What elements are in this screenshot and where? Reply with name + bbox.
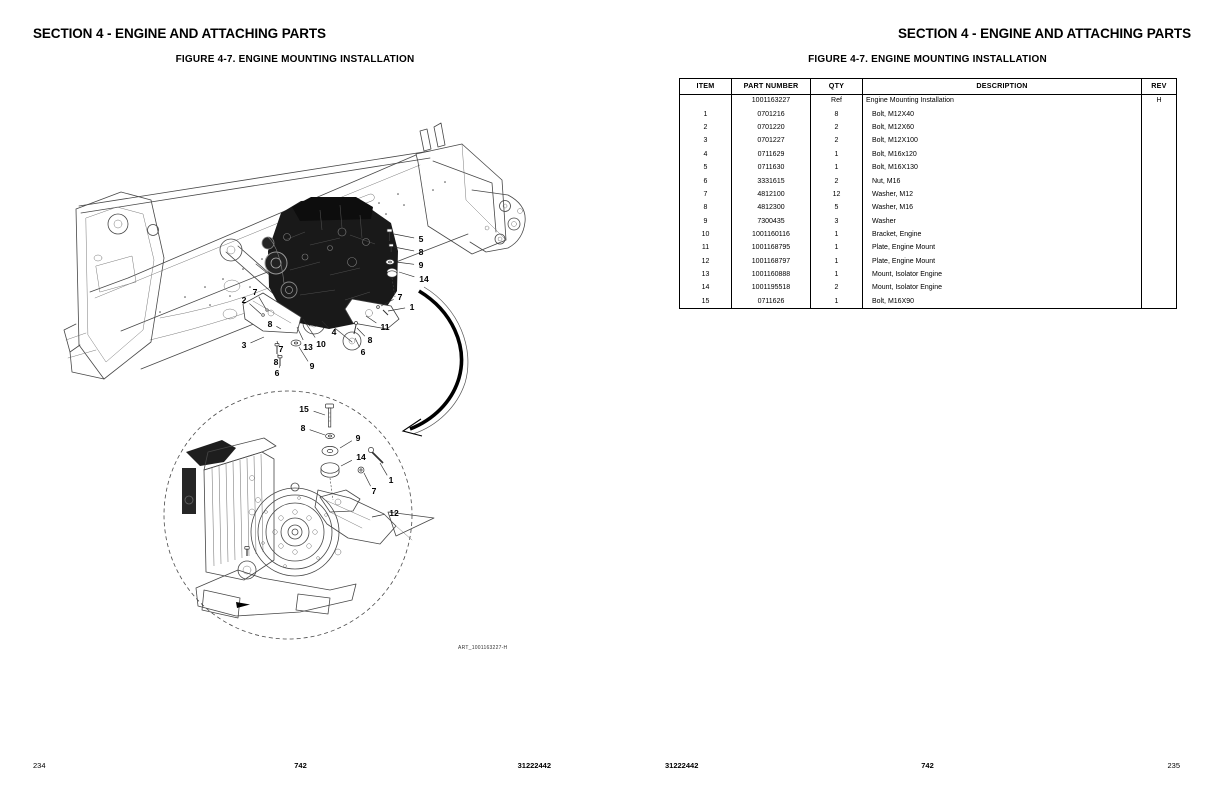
callout-number: 1 <box>388 475 394 486</box>
table-row <box>680 121 1177 134</box>
column-header: PART NUMBER <box>732 79 811 95</box>
callout-number: 14 <box>419 274 429 285</box>
cell-rev <box>1142 148 1177 161</box>
cell-qty: 5 <box>811 202 863 215</box>
callout-number: 4 <box>331 327 337 338</box>
cell-item: 9 <box>680 215 732 228</box>
table-row <box>680 162 1177 175</box>
cell-desc: Bolt, M16x120 <box>863 148 1142 161</box>
table-header-row <box>680 79 1177 95</box>
callout-number: 3 <box>241 340 247 351</box>
cell-qty: 1 <box>811 255 863 268</box>
column-header: REV <box>1142 79 1177 95</box>
table-row <box>680 108 1177 121</box>
cell-desc: Engine Mounting Installation <box>863 94 1142 108</box>
table-row <box>680 268 1177 281</box>
cell-item: 11 <box>680 242 732 255</box>
cell-part: 0711630 <box>732 162 811 175</box>
cell-desc: Bolt, M12X100 <box>863 135 1142 148</box>
callout-number: 7 <box>278 344 284 355</box>
cell-rev <box>1142 242 1177 255</box>
footer-left-right: 31222442 <box>665 761 699 770</box>
cell-rev <box>1142 121 1177 134</box>
callout-number: 12 <box>389 508 399 519</box>
table-row <box>680 228 1177 241</box>
callout-number: 9 <box>418 260 424 271</box>
cell-desc: Bolt, M12X40 <box>863 108 1142 121</box>
callout-number: 5 <box>418 234 424 245</box>
cell-rev <box>1142 215 1177 228</box>
cell-rev <box>1142 268 1177 281</box>
table-row <box>680 295 1177 309</box>
table-row <box>680 135 1177 148</box>
cell-part: 1001168795 <box>732 242 811 255</box>
cell-desc: Mount, Isolator Engine <box>863 282 1142 295</box>
callout-number: 7 <box>397 292 403 303</box>
callout-number: 8 <box>267 319 273 330</box>
cell-item: 13 <box>680 268 732 281</box>
cell-qty: 2 <box>811 121 863 134</box>
cell-part: 4812100 <box>732 188 811 201</box>
cell-item: 15 <box>680 295 732 309</box>
callout-leader <box>396 262 414 264</box>
callout-leader <box>340 441 352 448</box>
cell-qty: 1 <box>811 295 863 309</box>
cell-item <box>680 94 732 108</box>
cell-part: 1001160116 <box>732 228 811 241</box>
table-row <box>680 202 1177 215</box>
footer-center-left: 742 <box>294 761 307 770</box>
table-row <box>680 242 1177 255</box>
cell-desc: Plate, Engine Mount <box>863 242 1142 255</box>
cell-part: 0701220 <box>732 121 811 134</box>
cell-rev <box>1142 188 1177 201</box>
callout-number: 1 <box>409 302 415 313</box>
cell-item: 6 <box>680 175 732 188</box>
table-row <box>680 175 1177 188</box>
cell-part: 1001160888 <box>732 268 811 281</box>
callout-number: 8 <box>300 423 306 434</box>
callout-number: 8 <box>418 247 424 258</box>
cell-qty: 1 <box>811 268 863 281</box>
cell-item: 7 <box>680 188 732 201</box>
callout-leader <box>355 338 360 347</box>
cell-qty: 8 <box>811 108 863 121</box>
parts-table-container <box>679 78 1177 309</box>
cell-part: 0711626 <box>732 295 811 309</box>
cell-part: 0701216 <box>732 108 811 121</box>
callout-number: 7 <box>252 287 258 298</box>
detail-callouts <box>299 404 399 518</box>
cell-qty: 1 <box>811 228 863 241</box>
cell-desc: Bolt, M12X60 <box>863 121 1142 134</box>
callout-number: 9 <box>355 433 361 444</box>
cell-qty: Ref <box>811 94 863 108</box>
callout-leader <box>380 463 387 475</box>
page-number-right: 235 <box>1167 761 1180 770</box>
footer-right-left: 31222442 <box>517 761 551 770</box>
table-row <box>680 94 1177 108</box>
cell-item: 14 <box>680 282 732 295</box>
callout-number: 8 <box>367 335 373 346</box>
callout-leader <box>364 473 371 486</box>
parts-table-body <box>680 94 1177 309</box>
callout-leader <box>314 411 325 415</box>
cell-part: 7300435 <box>732 215 811 228</box>
callout-leader <box>310 430 325 435</box>
cell-desc: Bolt, M16X130 <box>863 162 1142 175</box>
callout-number: 8 <box>273 357 279 368</box>
callout-number: 9 <box>309 361 315 372</box>
table-row <box>680 282 1177 295</box>
cell-part: 0711629 <box>732 148 811 161</box>
callout-number: 6 <box>274 368 280 379</box>
figure-title-left: FIGURE 4-7. ENGINE MOUNTING INSTALLATION <box>175 54 415 65</box>
callout-number: 10 <box>316 339 326 350</box>
cell-part: 1001163227 <box>732 94 811 108</box>
section-title-left: SECTION 4 - ENGINE AND ATTACHING PARTS <box>33 26 326 41</box>
cell-rev <box>1142 282 1177 295</box>
cell-item: 3 <box>680 135 732 148</box>
callout-leader <box>250 337 264 343</box>
cell-rev <box>1142 228 1177 241</box>
cell-rev <box>1142 175 1177 188</box>
table-row <box>680 148 1177 161</box>
flywheel-assembly <box>182 438 434 618</box>
cell-rev <box>1142 295 1177 309</box>
cell-part: 3331615 <box>732 175 811 188</box>
callout-leader <box>399 272 414 277</box>
cell-desc: Washer, M16 <box>863 202 1142 215</box>
page-number-left: 234 <box>33 761 46 770</box>
cell-desc: Bolt, M16X90 <box>863 295 1142 309</box>
cell-desc: Plate, Engine Mount <box>863 255 1142 268</box>
cell-rev <box>1142 202 1177 215</box>
cell-qty: 2 <box>811 282 863 295</box>
cell-qty: 1 <box>811 162 863 175</box>
callout-leader <box>297 327 303 340</box>
cell-desc: Bracket, Engine <box>863 228 1142 241</box>
callout-leader <box>372 514 384 517</box>
cell-rev <box>1142 255 1177 268</box>
footer-center-right: 742 <box>921 761 934 770</box>
cell-qty: 1 <box>811 242 863 255</box>
cell-item: 1 <box>680 108 732 121</box>
cell-item: 8 <box>680 202 732 215</box>
cell-qty: 2 <box>811 135 863 148</box>
cell-rev: H <box>1142 94 1177 108</box>
cell-part: 1001168797 <box>732 255 811 268</box>
column-header: DESCRIPTION <box>863 79 1142 95</box>
callout-number: 15 <box>299 404 309 415</box>
cell-desc: Mount, Isolator Engine <box>863 268 1142 281</box>
cell-item: 4 <box>680 148 732 161</box>
callout-leader <box>394 234 414 238</box>
detail-circle <box>164 391 434 639</box>
table-row <box>680 215 1177 228</box>
table-row <box>680 188 1177 201</box>
art-reference: ART_1001163227-H <box>458 645 508 651</box>
callout-number: 6 <box>360 347 366 358</box>
cell-desc: Washer, M12 <box>863 188 1142 201</box>
cell-qty: 1 <box>811 148 863 161</box>
cell-qty: 2 <box>811 175 863 188</box>
cell-rev <box>1142 108 1177 121</box>
callout-leader <box>341 460 352 466</box>
cell-item: 2 <box>680 121 732 134</box>
section-title-right: SECTION 4 - ENGINE AND ATTACHING PARTS <box>898 26 1191 41</box>
cell-desc: Washer <box>863 215 1142 228</box>
cell-part: 0701227 <box>732 135 811 148</box>
cell-item: 12 <box>680 255 732 268</box>
callout-number: 13 <box>303 342 313 353</box>
cell-qty: 3 <box>811 215 863 228</box>
cell-item: 5 <box>680 162 732 175</box>
table-row <box>680 255 1177 268</box>
cell-rev <box>1142 162 1177 175</box>
parts-table <box>679 78 1177 309</box>
cell-part: 1001195518 <box>732 282 811 295</box>
cell-part: 4812300 <box>732 202 811 215</box>
callout-number: 11 <box>380 322 390 333</box>
column-header: ITEM <box>680 79 732 95</box>
cell-desc: Nut, M16 <box>863 175 1142 188</box>
cell-item: 10 <box>680 228 732 241</box>
figure-title-right: FIGURE 4-7. ENGINE MOUNTING INSTALLATION <box>808 54 1047 65</box>
page-right <box>612 0 1224 792</box>
callout-number: 7 <box>371 486 377 497</box>
column-header: QTY <box>811 79 863 95</box>
callout-number: 2 <box>241 295 247 306</box>
cell-qty: 12 <box>811 188 863 201</box>
callout-number: 14 <box>356 452 366 463</box>
engine-assembly <box>243 197 399 333</box>
cell-rev <box>1142 135 1177 148</box>
